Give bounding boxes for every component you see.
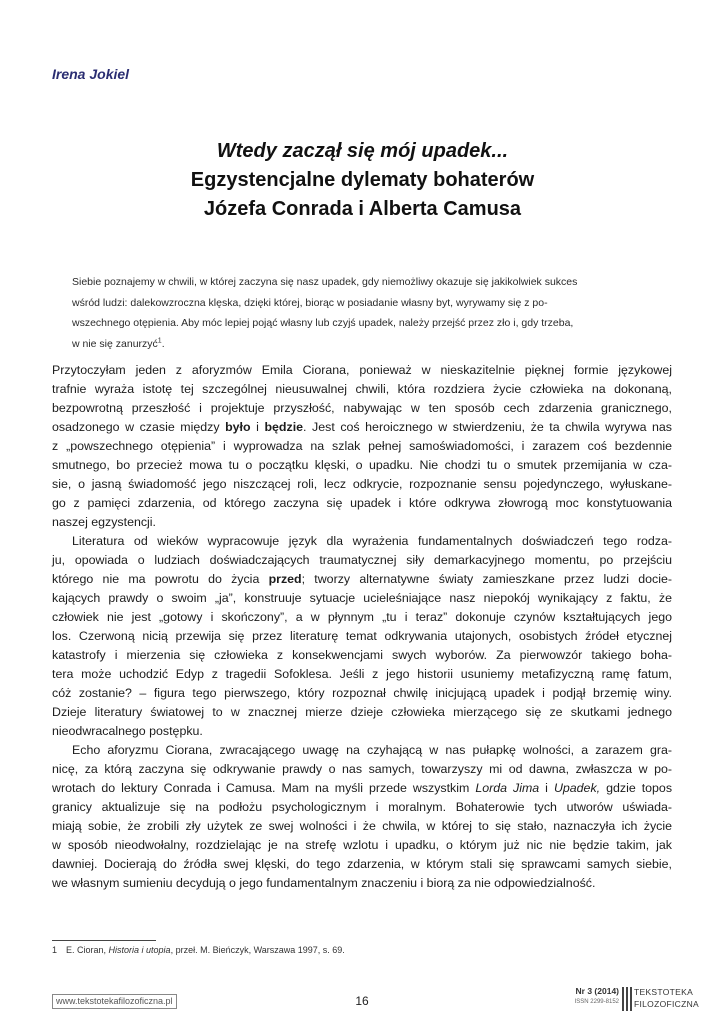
- website-link[interactable]: www.tekstotekafilozoficzna.pl: [52, 994, 177, 1009]
- epigraph-line: Siebie poznajemy w chwili, w której zaczyna się nasz upadek, gdy niemożliwy okazuje się jakikolwiek sukces: [72, 276, 578, 288]
- footnote-number: 1: [52, 945, 58, 955]
- issn: ISSN 2299-8152: [574, 999, 619, 1005]
- text-span: którego nie ma powrotu do życia: [52, 572, 269, 586]
- text-line: cóż zostanie? – figura tego pierwszego, który rozpoznał chwilę inicjującą upadek i podjął brzemię winy.: [52, 686, 672, 700]
- text-line: [52, 779, 672, 798]
- text-span: wrotach do lektury Conrada i Camusa. Mam na myśli przede wszystkim: [52, 781, 476, 795]
- text-line: we własnym sumieniu decydują o jego fundamentalnym znaczeniu i biorą za nie odpowiedzialność.: [52, 876, 596, 890]
- logo-bars-icon: [622, 987, 632, 1011]
- article-title-line-2: Egzystencjalne dylematy bohaterów: [190, 169, 535, 191]
- text-line: [52, 570, 672, 589]
- text-line: Echo aforyzmu Ciorana, zwracającego uwagę na czyhającą w nas pułapkę wolności, a zarazem gra-: [72, 743, 672, 757]
- footnote: [52, 945, 345, 955]
- text-line: z „powszechnego otępienia” i wyprowadza na szlak pełnej samoświadomości, i zarazem coś bezdennie: [52, 439, 672, 453]
- footnote-reference: 1: [157, 337, 162, 344]
- footnote-divider: [52, 940, 156, 941]
- text-line: go z pamięci zdarzenia, od którego zaczyna się upadek i które odkrywa złowrogą moc konstytuowania: [52, 496, 672, 510]
- text-span: gdzie topos: [600, 781, 673, 795]
- text-line: naszej egzystencji.: [52, 515, 156, 529]
- text-line: sie, o jasną świadomość jego niszczącej roli, lecz odkrycie, rozpoznanie sensu pojedynczego, wyłuskane-: [52, 477, 672, 491]
- text-line: smutnego, bo przecież mowa tu o początku klęski, o upadku. Nie chodzi tu o smutek przemijania w cza-: [52, 458, 672, 472]
- text-line: bezpowrotną przeszłość i projektuje przyszłość, nabywając w ten sposób cech zdarzenia granicznego,: [52, 401, 672, 415]
- footnote-text: , przeł. M. Bieńczyk, Warszawa 1997, s. 69.: [170, 945, 345, 955]
- bold-term: było: [225, 420, 251, 434]
- epigraph-text: w nie się zanurzyć: [72, 337, 158, 350]
- text-span: . Jest coś heroicznego w stwierdzeniu, że ta chwila wyrywa nas: [303, 420, 673, 434]
- text-line: miają sobie, że zrobili zły użytek ze swej wolności i że chwila, w której to się stało, naznaczyła ich życie: [52, 819, 672, 833]
- journal-logo: [562, 986, 699, 1012]
- article-title-line-1: Wtedy zaczął się mój upadek...: [216, 140, 509, 162]
- issue-number: Nr 3 (2014): [575, 986, 619, 996]
- text-line: Przytoczyłam jeden z aforyzmów Emila Ciorana, ponieważ w nieskazitelnie pięknej formie językowej: [52, 363, 672, 377]
- logo-text-line-2: FILOZOFICZNA: [634, 999, 699, 1009]
- author-name: Irena Jokiel: [52, 66, 130, 82]
- text-line: tera może uchodzić Edyp z tragedii Sofoklesa. Jeśli z jego historii usuniemy metafizyczną ramę fatum,: [52, 667, 672, 681]
- text-line: granicy aktualizuje się na podłożu psychologicznym i moralnym. Bohaterowie tych utworów uświada-: [52, 800, 672, 814]
- text-span: i: [250, 420, 265, 434]
- logo-text-line-1: TEKSTOTEKA: [634, 987, 694, 997]
- text-line: dawniej. Docierają do źródła swej klęski, do tego zdarzenia, w którym stali się sprawcami samych siebie,: [52, 857, 672, 871]
- text-line: katastrofy i mierzenia się człowieka z konsekwencjami swych wyborów. Za pierwowzór takiego boha-: [52, 648, 672, 662]
- bold-term: będzie: [264, 420, 304, 434]
- footnote-text: E. Cioran,: [66, 945, 109, 955]
- text-line: trafnie wyraża istotę tej szczególnej nieusuwalnej chwili, która rozdziera życie człowieka na dokonaną,: [52, 382, 672, 396]
- book-title: Lorda Jima: [475, 781, 540, 795]
- epigraph-line: w nie się zanurzyć$^1$.: [72, 337, 165, 350]
- bold-term: przed: [268, 572, 302, 586]
- text-line: w sposób nieodwołalny, rozdzielając je na strefę wzlotu i upadku, o którym już nic nie będzie takim, jak: [52, 838, 672, 852]
- text-span: ; tworzy alternatywne światy zamieszkane przez ludzi docie-: [301, 572, 672, 586]
- article-title-line-3: Józefa Conrada i Alberta Camusa: [203, 198, 522, 220]
- epigraph-line: wszechnego otępienia. Aby móc lepiej pojąć własny lub czyjś upadek, należy przejść przez zło i, gdy trzeba,: [72, 317, 574, 329]
- page-number: 16: [355, 994, 369, 1008]
- epigraph-line: wśród ludzi: dalekowzroczna klęska, dzięki której, biorąc w posiadanie własny byt, wyrywamy się z po-: [72, 296, 548, 309]
- text-line: Literatura od wieków wypracowuje język dla wyrażenia fundamentalnych doświadczeń tego rodza-: [72, 534, 672, 548]
- text-line: człowiek nie jest „gotowy i skończony”, a w płynnym „tu i teraz” dokonuje czynów kształtujących jego: [52, 610, 672, 624]
- book-title: Upadek,: [553, 781, 601, 795]
- text-line: [52, 418, 672, 437]
- footnote-book-title: Historia i utopia: [108, 945, 171, 955]
- text-span: osadzonego w czasie między: [52, 420, 226, 434]
- text-line: nieodwracalnego postępku.: [52, 724, 203, 738]
- text-line: Dzieje literatury światowej to w znacznej mierze dzieje człowieka mierzącego się ze skutkami jednego: [52, 705, 672, 719]
- text-line: kających prawdy o swoim „ja”, konstruuje sytuacje ucieleśniające nasz niepokój wynikający z faktu, że: [52, 591, 672, 605]
- text-line: los. Czerwoną nicią przewija się przez literaturę temat odkrywania utajonych, osobistych źródeł etycznej: [52, 629, 672, 643]
- text-line: nicę, za którą zaczyna się odkrywanie prawdy o nas samych, towarzyszy mi od dawna, zwłaszcza w po-: [52, 762, 672, 776]
- text-span: i: [539, 781, 554, 795]
- text-line: ju, opowiada o ludziach doświadczających traumatycznej siły demarkacyjnego momentu, po przejściu: [52, 553, 672, 567]
